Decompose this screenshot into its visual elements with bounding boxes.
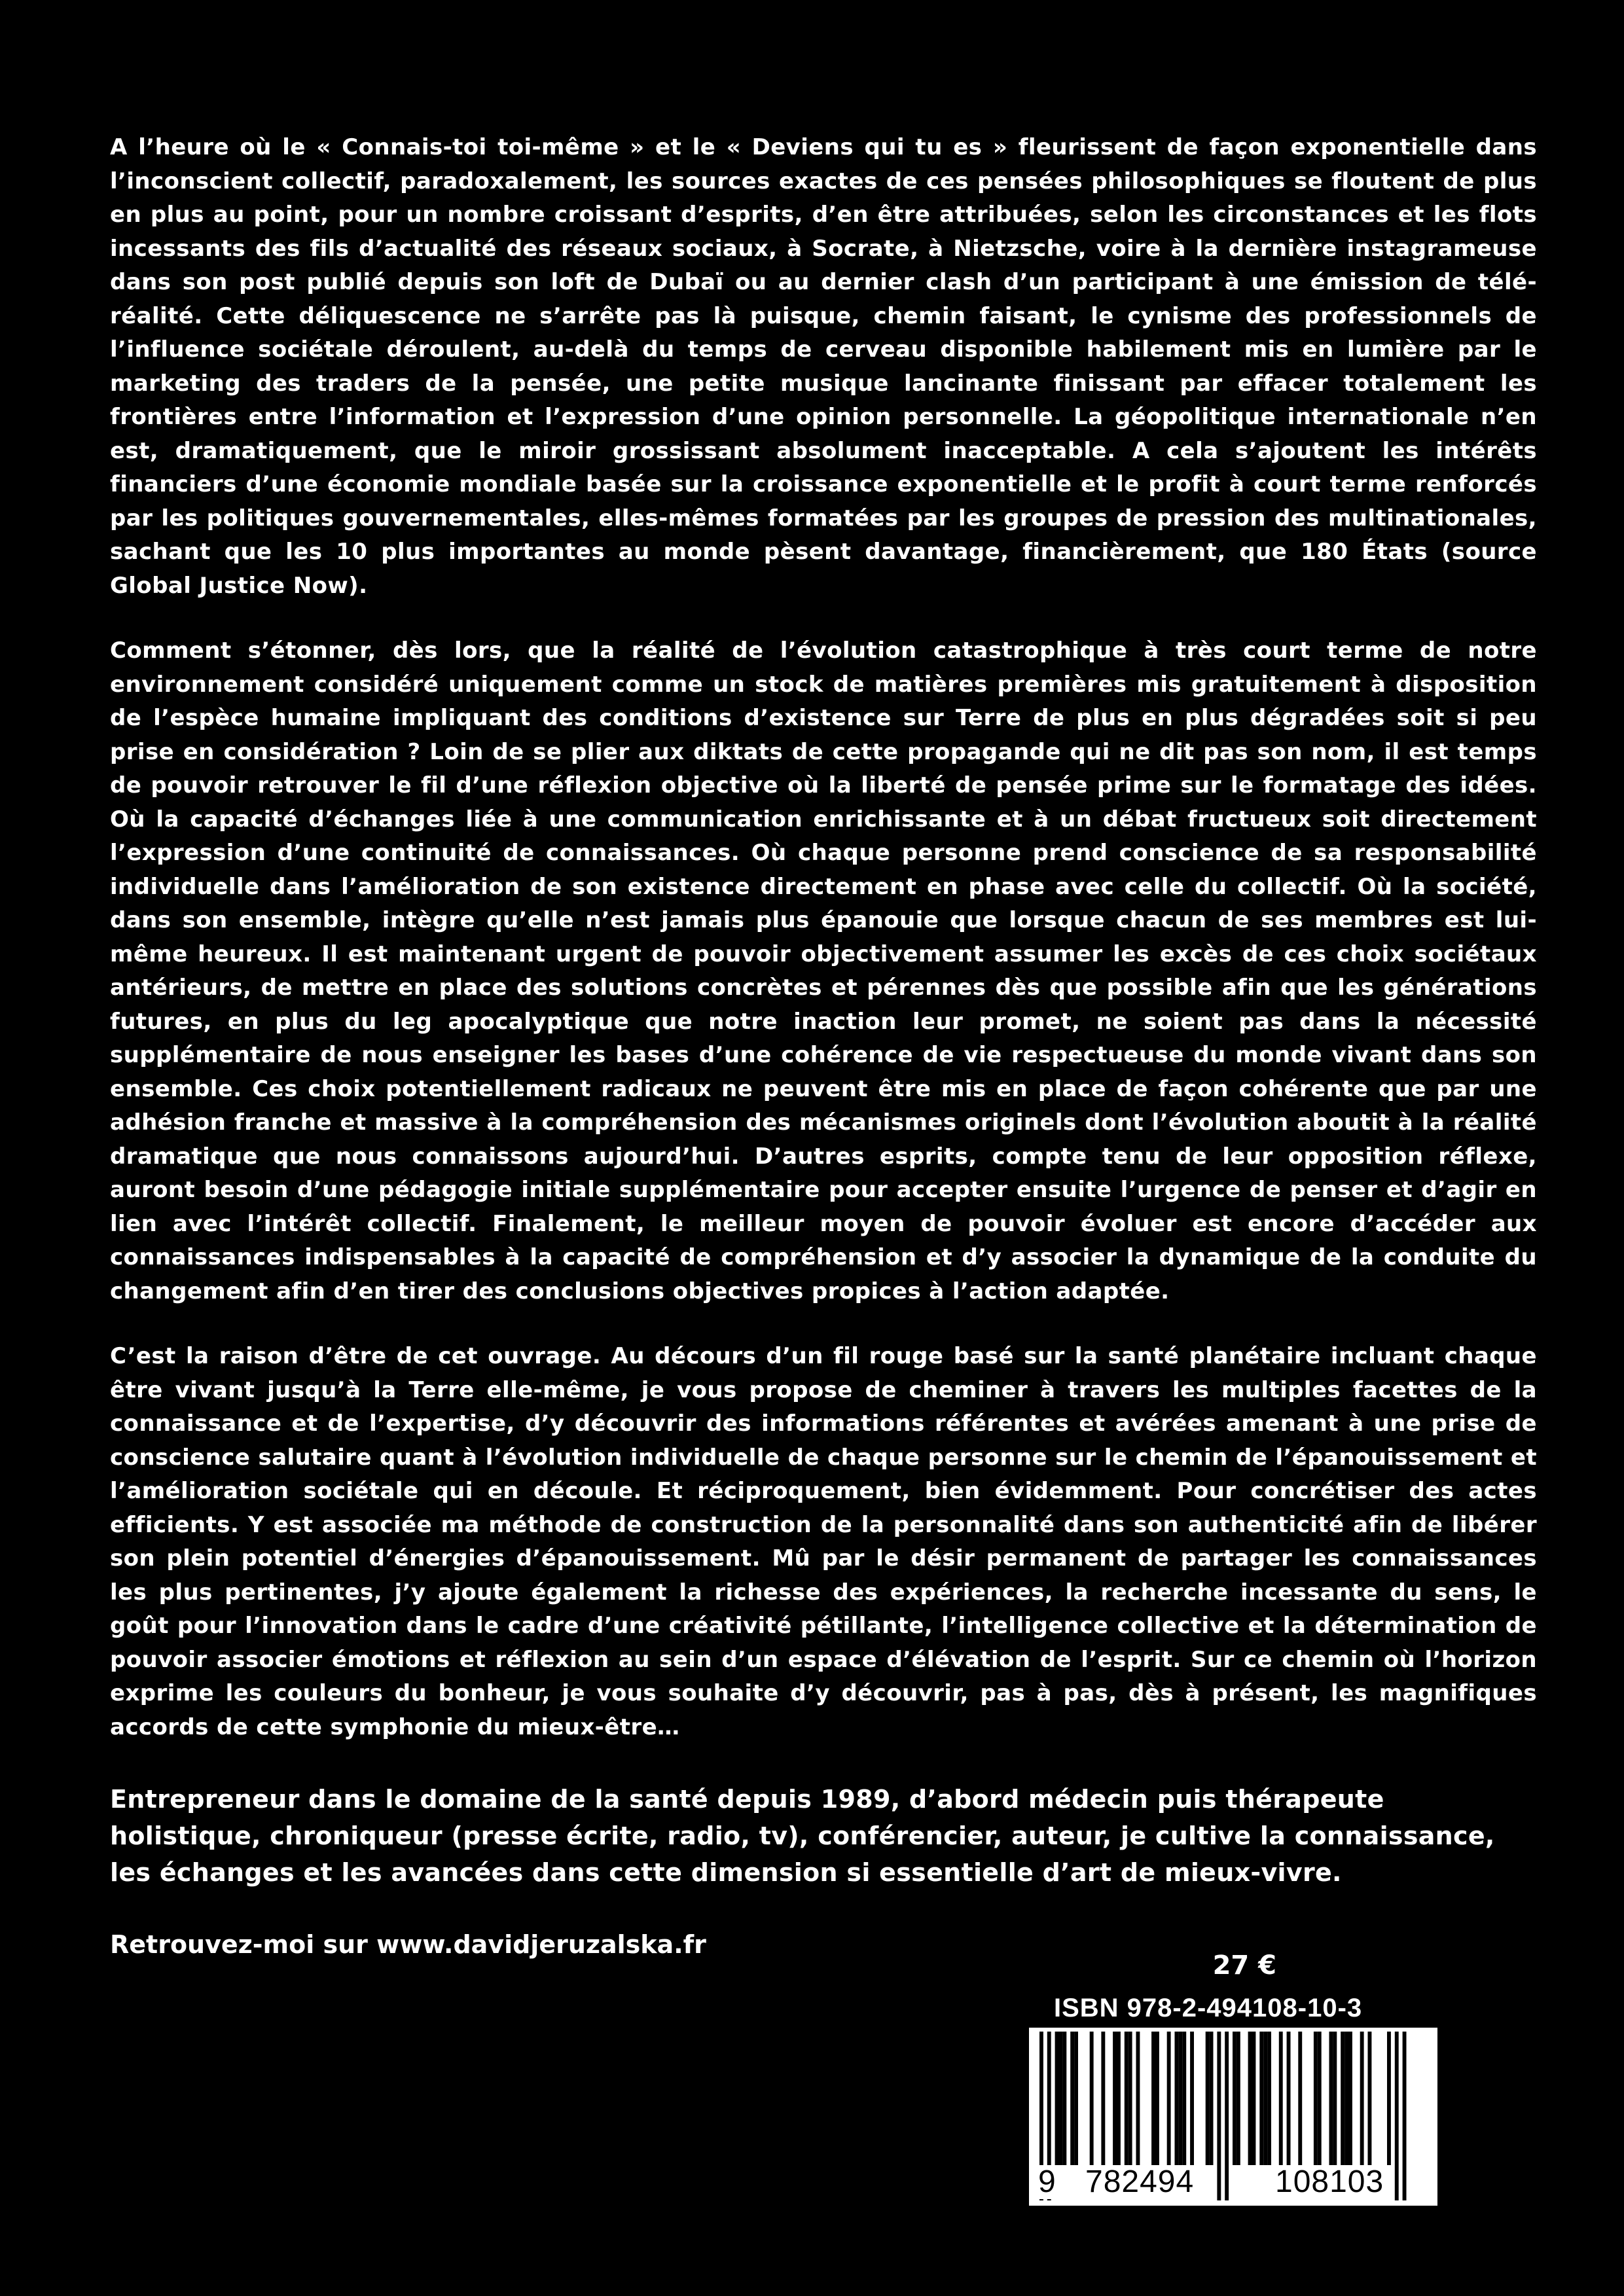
barcode-bar — [1101, 2032, 1105, 2165]
barcode-bar — [1263, 2032, 1267, 2165]
paragraph-environment: Comment s’étonner, dès lors, que la réalité de l’évolution catastrophique à très court terme de notre environnement considéré uniquement comme un stock de matières premières mis gratuitement à disposition de l’espèce humaine impliquant des conditions d’existence sur Terre de plus en plus dégradées soit si peu prise en considération ? Loin de se plier aux diktats de cette propagande qui ne dit pas son nom, il est temps de pouvoir retrouver le fil d’une réflexion objective où la liberté de pensée prime sur le formatage des idées. Où la capacité d’échanges liée à une communication enrichissante et à un débat fructueux soit directement l’expression d’une continuité de connaissances. Où chaque personne prend conscience de sa responsabilité individuelle dans l’amélioration de son existence directement en phase avec celle du collectif. Où la société, dans son ensemble, intègre qu’elle n’est jamais plus épanouie que lorsque chacun de ses membres est lui-même heureux. Il est maintenant urgent de pouvoir objectivement assumer les excès de ces choix sociétaux antérieurs, de mettre en place des solutions concrètes et pérennes dès que possible afin que les générations futures, en plus du leg apocalyptique que notre inaction leur promet, ne soient pas dans la nécessité supplémentaire de nous enseigner les bases d’une cohérence de vie respectueuse du monde vivant dans son ensemble. Ces choix potentiellement radicaux ne peuvent être mis en place de façon cohérente que par une adhésion franche et massive à la compréhension des mécanismes originels dont l’évolution aboutit à la réalité dramatique que nous connaissons aujourd’hui. D’autres esprits, compte tenu de leur opposition réflexe, auront besoin d’une pédagogie initiale supplémentaire pour accepter ensuite l’urgence de penser et d’agir en lien avec l’intérêt collectif. Finalement, le meilleur moyen de pouvoir évoluer est encore d’accéder aux connaissances indispensables à la capacité de compréhension et d’y associer la dynamique de la conduite du changement afin d’en tirer des conclusions objectives propices à l’action adaptée. — [110, 637, 1537, 1304]
barcode-guard-bar — [1225, 2032, 1229, 2200]
barcode-bar — [1329, 2032, 1333, 2165]
barcode-digits-right: 108103 — [1275, 2164, 1384, 2199]
barcode-bar — [1059, 2032, 1063, 2165]
barcode-bar — [1136, 2032, 1140, 2165]
barcode-bar — [1128, 2032, 1132, 2165]
barcode-bar — [1062, 2032, 1066, 2165]
barcode-bar — [1117, 2032, 1121, 2165]
barcode-bar — [1113, 2032, 1117, 2165]
isbn-barcode — [1029, 2028, 1437, 2206]
barcode-bar — [1387, 2032, 1391, 2165]
barcode-bar — [1125, 2032, 1128, 2165]
price-label: 27 € — [1212, 1950, 1276, 1981]
isbn-label: ISBN 978-2-494108-10-3 — [1054, 1994, 1363, 2022]
barcode-bar — [1314, 2032, 1318, 2165]
barcode-bar — [1259, 2032, 1263, 2165]
barcode-bar — [1233, 2032, 1236, 2165]
barcode-bar — [1190, 2032, 1194, 2165]
barcode-bar — [1298, 2032, 1302, 2165]
barcode-bar — [1248, 2032, 1252, 2165]
barcode-bar — [1206, 2032, 1210, 2165]
barcode-bar — [1210, 2032, 1214, 2165]
barcode-bar — [1267, 2032, 1271, 2165]
barcode-bar — [1279, 2032, 1283, 2165]
barcode-bar — [1252, 2032, 1256, 2165]
back-cover-text — [110, 131, 1537, 1963]
author-bio: Entrepreneur dans le domaine de la santé depuis 1989, d’abord médecin puis thérapeute holistique, chroniqueur (presse écrite, radio, tv), conférencier, auteur, je cultive la connaissance, les échanges et les avancées dans cette dimension si essentielle d’art de mieux-vivre. — [110, 1785, 1495, 1887]
barcode-bar — [1090, 2032, 1094, 2165]
barcode-bar — [1344, 2032, 1348, 2165]
barcode-bar — [1151, 2032, 1155, 2165]
barcode-bar — [1333, 2032, 1337, 2165]
barcode-bar — [1341, 2032, 1344, 2165]
barcode-bar — [1182, 2032, 1186, 2165]
barcode-bar — [1368, 2032, 1372, 2165]
author-website[interactable]: Retrouvez-moi sur www.davidjeruzalska.fr — [110, 1930, 706, 1959]
barcode-bar — [1175, 2032, 1179, 2165]
barcode-bar — [1070, 2032, 1074, 2165]
barcode-guard-bar — [1217, 2032, 1221, 2200]
barcode-bar — [1055, 2032, 1059, 2165]
paragraph-intro: A l’heure où le « Connais-toi toi-même » et le « Deviens qui tu es » fleurissent de façon exponentielle dans l’inconscient collectif, paradoxalement, les sources exactes de ces pensées philosophiques se floutent de plus en plus au point, pour un nombre croissant d’esprits, d’en être attribuées, selon les circonstances et les flots incessants des fils d’actualité des réseaux sociaux, à Socrate, à Nietzsche, voire à la dernière instagrameuse dans son post publié depuis son loft de Dubaï ou au dernier clash d’un participant à une émission de télé-réalité. Cette déliquescence ne s’arrête pas là puisque, chemin faisant, le cynisme des professionnels de l’influence sociétale déroulent, au-delà du temps de cerveau disponible habilement mis en lumière par le marketing des traders de la pensée, une petite musique lancinante finissant par effacer totalement les frontières entre l’information et l’expression d’une opinion personnelle. La géopolitique internationale n’en est, dramatiquement, que le miroir grossissant absolument inacceptable. A cela s’ajoutent les intérêts financiers d’une économie mondiale basée sur la croissance exponentielle et le profit à court terme renforcés par les politiques gouvernementales, elles-mêmes formatées par les groupes de pression des multinationales, sachant que les 10 plus importantes au monde pèsent davantage, financièrement, que 180 États (source Global Justice Now). — [110, 134, 1537, 599]
barcode-bar — [1074, 2032, 1078, 2165]
barcode-bar — [1318, 2032, 1322, 2165]
barcode-digits-left: 782494 — [1085, 2164, 1195, 2199]
barcode-bar — [1155, 2032, 1159, 2165]
barcode-bar — [1348, 2032, 1352, 2165]
barcode-bar — [1287, 2032, 1291, 2165]
barcode-bar — [1167, 2032, 1171, 2165]
barcode-bar — [1360, 2032, 1364, 2165]
barcode-guard-bar — [1395, 2032, 1399, 2200]
barcode-bar — [1178, 2032, 1182, 2165]
barcode-bar — [1236, 2032, 1240, 2165]
barcode-guard-bar — [1403, 2032, 1407, 2200]
barcode-digit-first: 9 — [1038, 2164, 1056, 2199]
paragraph-book-purpose: C’est la raison d’être de cet ouvrage. Au décours d’un fil rouge basé sur la santé planétaire incluant chaque être vivant jusqu’à la Terre elle-même, je vous propose de cheminer à travers les multiples facettes de la connaissance et de l’expertise, d’y découvrir des informations référentes et avérées amenant à une prise de conscience salutaire quant à l’évolution individuelle de chaque personne sur le chemin de l’épanouissement et l’amélioration sociétale qui en découle. Et réciproquement, bien évidemment. Pour concrétiser des actes efficients. Y est associée ma méthode de construction de la personnalité dans son authenticité afin de libérer son plein potentiel d’énergies d’épanouissement. Mû par le désir permanent de partager les connaissances les plus pertinentes, j’y ajoute également la richesse des expériences, la recherche incessante du sens, le goût pour l’innovation dans le cadre d’une créativité pétillante, l’intelligence collective et la détermination de pouvoir associer émotions et réflexion au sein d’un espace d’élévation de l’esprit. Sur ce chemin où l’horizon exprime les couleurs du bonheur, je vous souhaite d’y découvrir, pas à pas, dès à présent, les magnifiques accords de cette symphonie du mieux-être… — [110, 1343, 1537, 1740]
